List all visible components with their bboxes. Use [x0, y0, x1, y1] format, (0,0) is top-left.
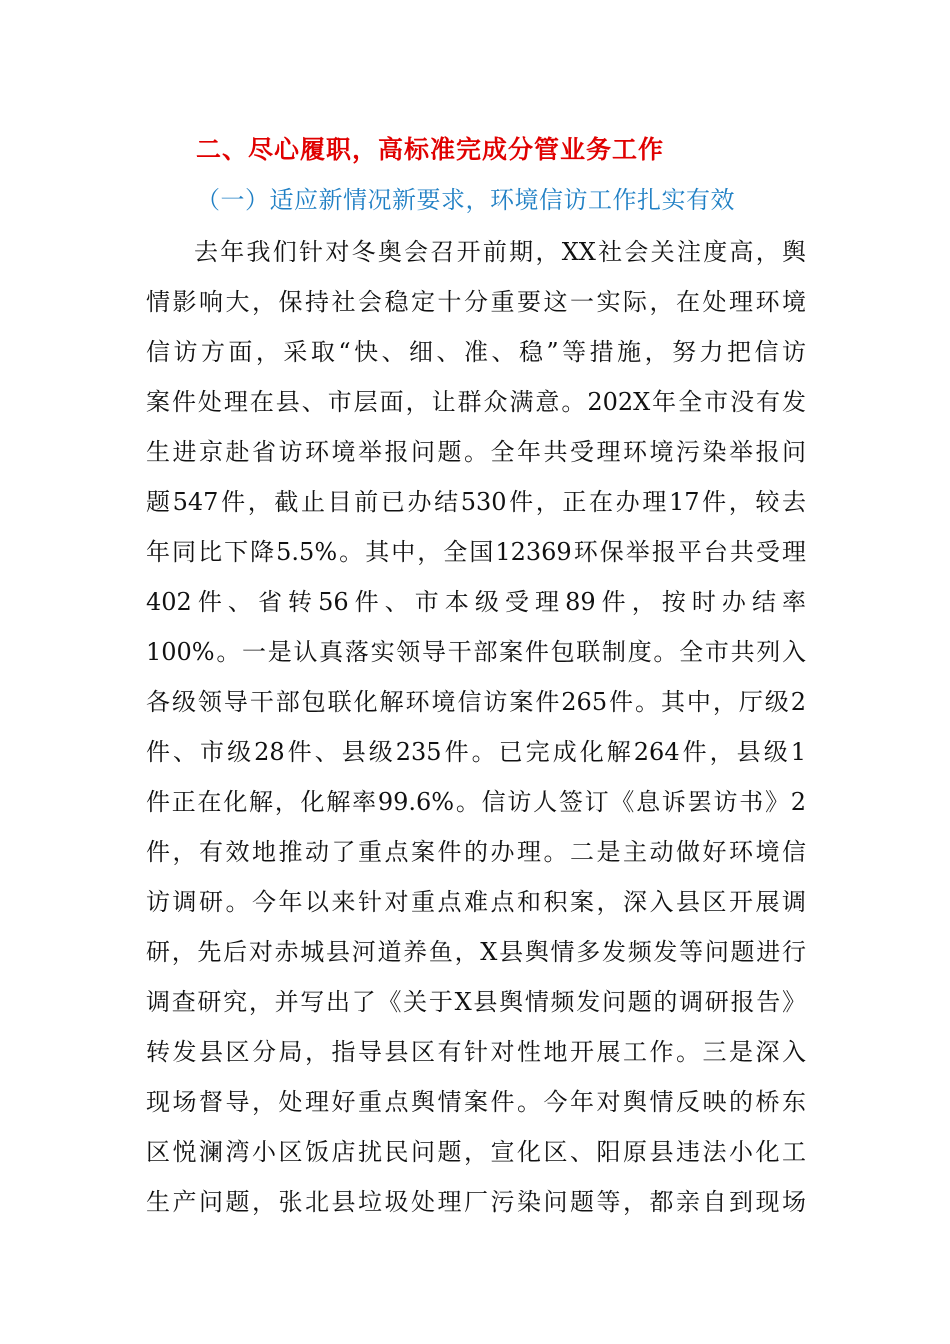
paragraph-line: 件，有效地推动了重点案件的办理。二是主动做好环境信 — [146, 838, 806, 866]
paragraph-line: 研，先后对赤城县河道养鱼，X县舆情多发频发等问题进行 — [146, 938, 806, 966]
paragraph-line: 题547件，截止目前已办结530件，正在办理17件，较去 — [146, 488, 806, 516]
paragraph-line: 去年我们针对冬奥会召开前期，XX社会关注度高，舆 — [194, 238, 806, 266]
paragraph-line: 件、市级28件、县级235件。已完成化解264件，县级1 — [146, 738, 806, 766]
body-paragraph — [146, 227, 806, 1227]
paragraph-line: 100%。一是认真落实领导干部案件包联制度。全市共列入 — [146, 638, 806, 666]
paragraph-line: 情影响大，保持社会稳定十分重要这一实际，在处理环境 — [146, 288, 806, 316]
paragraph-line: 年同比下降5.5%。其中，全国12369环保举报平台共受理 — [146, 538, 806, 566]
paragraph-line: 生产问题，张北县垃圾处理厂污染问题等，都亲自到现场 — [146, 1188, 806, 1216]
paragraph-line: 调查研究，并写出了《关于X县舆情频发问题的调研报告》 — [146, 988, 806, 1016]
subsection-heading: （一）适应新情况新要求，环境信访工作扎实有效 — [196, 186, 735, 214]
paragraph-line: 区悦澜湾小区饭店扰民问题，宣化区、阳原县违法小化工 — [146, 1138, 806, 1166]
paragraph-line: 转发县区分局，指导县区有针对性地开展工作。三是深入 — [146, 1038, 806, 1066]
paragraph-line: 402件、省转56件、市本级受理89件，按时办结率 — [146, 588, 806, 616]
section-heading: 二、尽心履职，高标准完成分管业务工作 — [196, 135, 665, 164]
paragraph-line: 信访方面，采取“快、细、准、稳”等措施，努力把信访 — [146, 338, 806, 366]
paragraph-line: 访调研。今年以来针对重点难点和积案，深入县区开展调 — [146, 888, 806, 916]
paragraph-line: 件正在化解，化解率99.6%。信访人签订《息诉罢访书》2 — [146, 788, 806, 816]
paragraph-line: 生进京赴省访环境举报问题。全年共受理环境污染举报问 — [146, 438, 806, 466]
paragraph-line: 现场督导，处理好重点舆情案件。今年对舆情反映的桥东 — [146, 1088, 806, 1116]
paragraph-line: 各级领导干部包联化解环境信访案件265件。其中，厅级2 — [146, 688, 806, 716]
paragraph-line: 案件处理在县、市层面，让群众满意。202X年全市没有发 — [146, 388, 806, 416]
